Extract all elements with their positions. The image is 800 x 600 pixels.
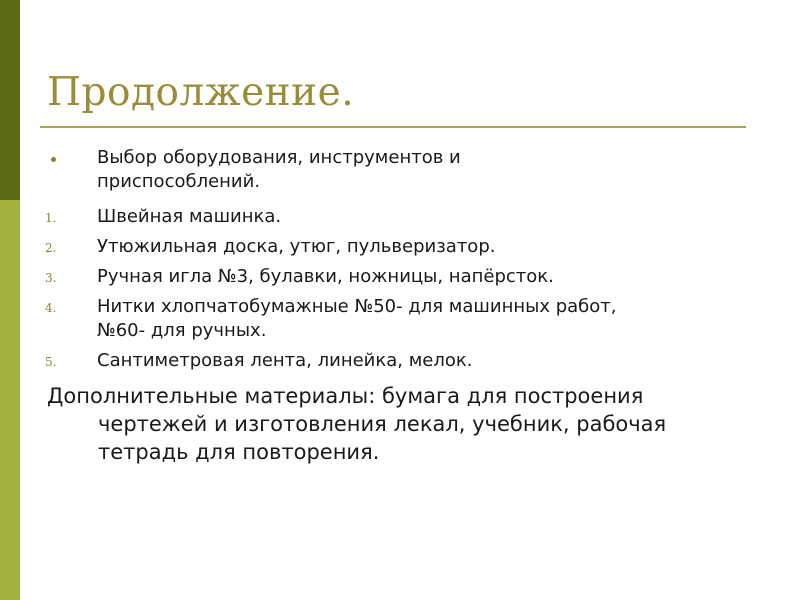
list-item-4-line-1: Нитки хлопчатобумажные №50- для машинных работ, (97, 296, 617, 317)
title-divider (40, 126, 746, 128)
slide-title: Продолжение. (47, 70, 355, 115)
additional-materials-line-2: чертежей и изготовления лекал, учебник, рабочая (98, 412, 667, 436)
list-marker-4: 4. (45, 301, 57, 315)
list-item-3-line-1: Ручная игла №3, булавки, ножницы, напёрсток. (97, 266, 554, 287)
list-item-1-line-1: Швейная машинка. (97, 206, 282, 227)
list-marker-3: 3. (45, 271, 57, 285)
list-item-5-line-1: Сантиметровая лента, линейка, мелок. (97, 350, 473, 371)
list-marker-1: 1. (45, 211, 57, 225)
list-item-4 (97, 295, 757, 343)
list-item-2-line-1: Утюжильная доска, утюг, пульверизатор. (97, 236, 496, 257)
list-marker-2: 2. (45, 241, 57, 255)
additional-materials-line-1: Дополнительные материалы: бумага для построения (47, 384, 644, 408)
list-item-1 (97, 205, 757, 229)
list-item-3 (97, 265, 757, 289)
list-item-2 (97, 235, 757, 259)
additional-materials-line-3: тетрадь для повторения. (98, 440, 380, 464)
intro-line-2: приспособлений. (97, 171, 261, 192)
intro-text (97, 146, 757, 194)
list-marker-5: 5. (45, 355, 57, 369)
additional-materials (47, 382, 767, 466)
list-item-4-line-2: №60- для ручных. (97, 320, 267, 341)
bullet-icon (51, 157, 56, 162)
left-accent-bar-dark (0, 0, 20, 200)
list-item-5 (97, 349, 757, 373)
left-accent-bar-light (0, 200, 20, 600)
intro-line-1: Выбор оборудования, инструментов и (97, 147, 461, 168)
